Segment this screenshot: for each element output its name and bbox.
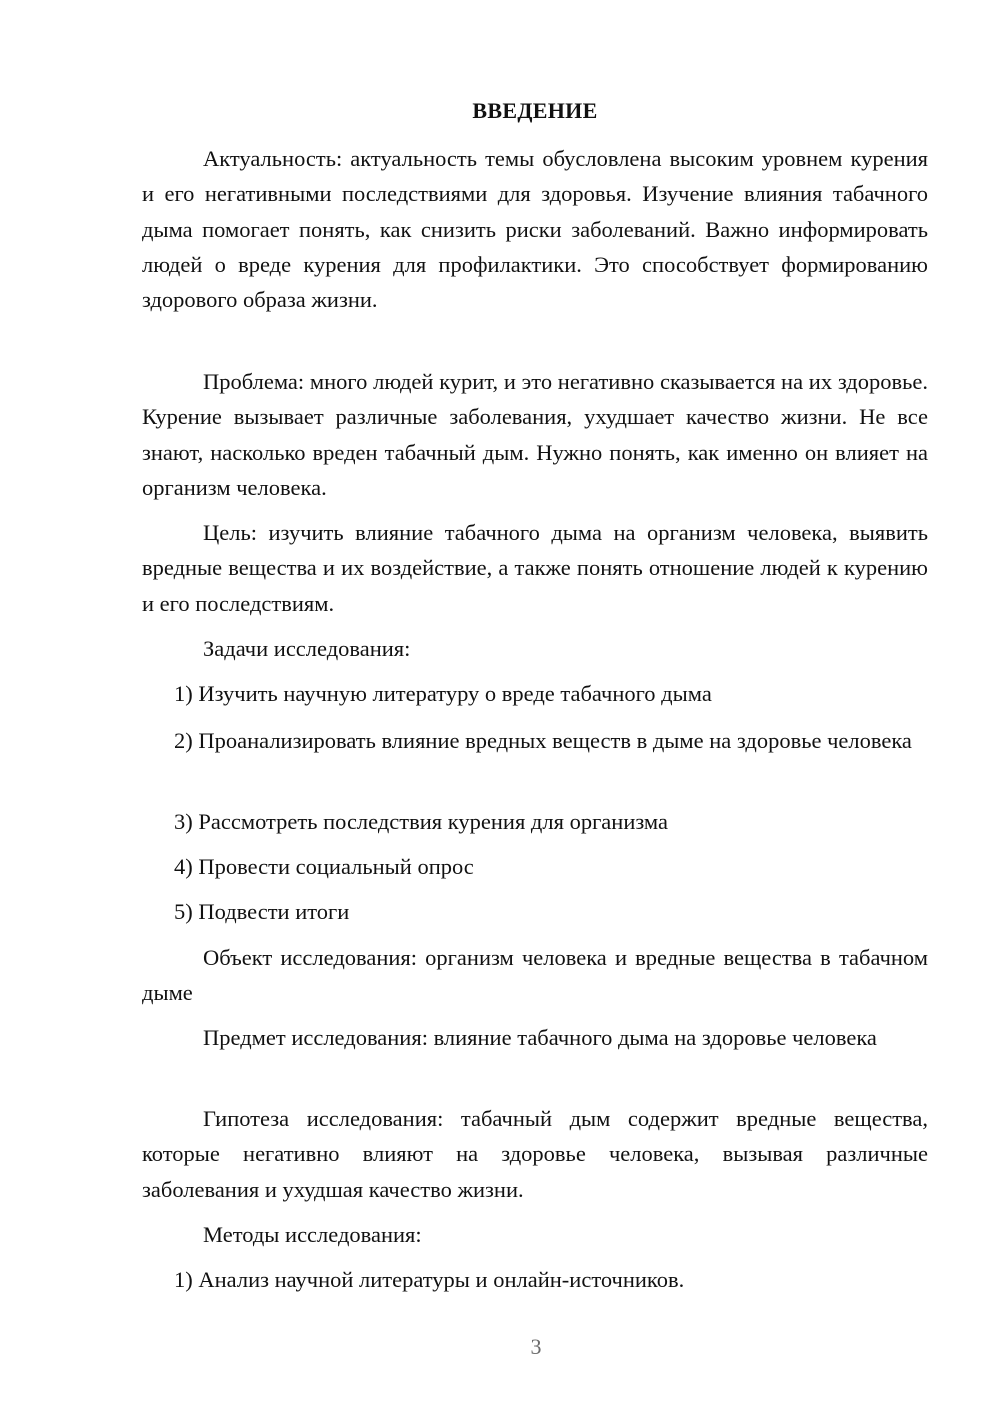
goal-paragraph: Цель: изучить влияние табачного дыма на организм человека, выявить вредные вещества и их воздействие, а также понять отношение людей к курению и его последствиям. [142,520,928,616]
relevance-paragraph: Актуальность: актуальность темы обусловлена высоким уровнем курения и его негативными последствиями для здоровья. Изучение влияния табачного дыма помогает понять, как снизить риски заболеваний. Важно информировать людей о вреде курения для профилактики. Это способствует формированию здорового образа жизни. [142,146,928,313]
page-title: ВВЕДЕНИЕ [472,98,598,123]
hypothesis-paragraph: Гипотеза исследования: табачный дым содержит вредные вещества, которые негативно влияют на здоровье человека, вызывая различные заболевания и ухудшая качество жизни. [142,1106,928,1202]
page-number: 3 [530,1334,542,1359]
problem-paragraph: Проблема: много людей курит, и это негативно сказывается на их здоровье. Курение вызывает различные заболевания, ухудшает качество жизни. Не все знают, насколько вреден табачный дым. Нужно понять, как именно он влияет на организм человека. [142,369,928,500]
tasks-heading: Задачи исследования: [203,636,411,661]
object-paragraph: Объект исследования: организм человека и вредные вещества в табачном дыме [142,945,928,1006]
task-item-4: 4) Провести социальный опрос [174,854,474,879]
task-item-1: 1) Изучить научную литературу о вреде табачного дыма [174,681,712,706]
methods-heading: Методы исследования: [203,1222,422,1247]
subject-paragraph: Предмет исследования: влияние табачного дыма на здоровье человека [203,1025,877,1050]
task-item-5: 5) Подвести итоги [174,899,350,924]
task-item-2: 2) Проанализировать влияние вредных веществ в дыме на здоровье человека [174,728,912,753]
task-item-3: 3) Рассмотреть последствия курения для организма [174,809,669,834]
method-item-1: 1) Анализ научной литературы и онлайн-источников. [174,1267,685,1292]
